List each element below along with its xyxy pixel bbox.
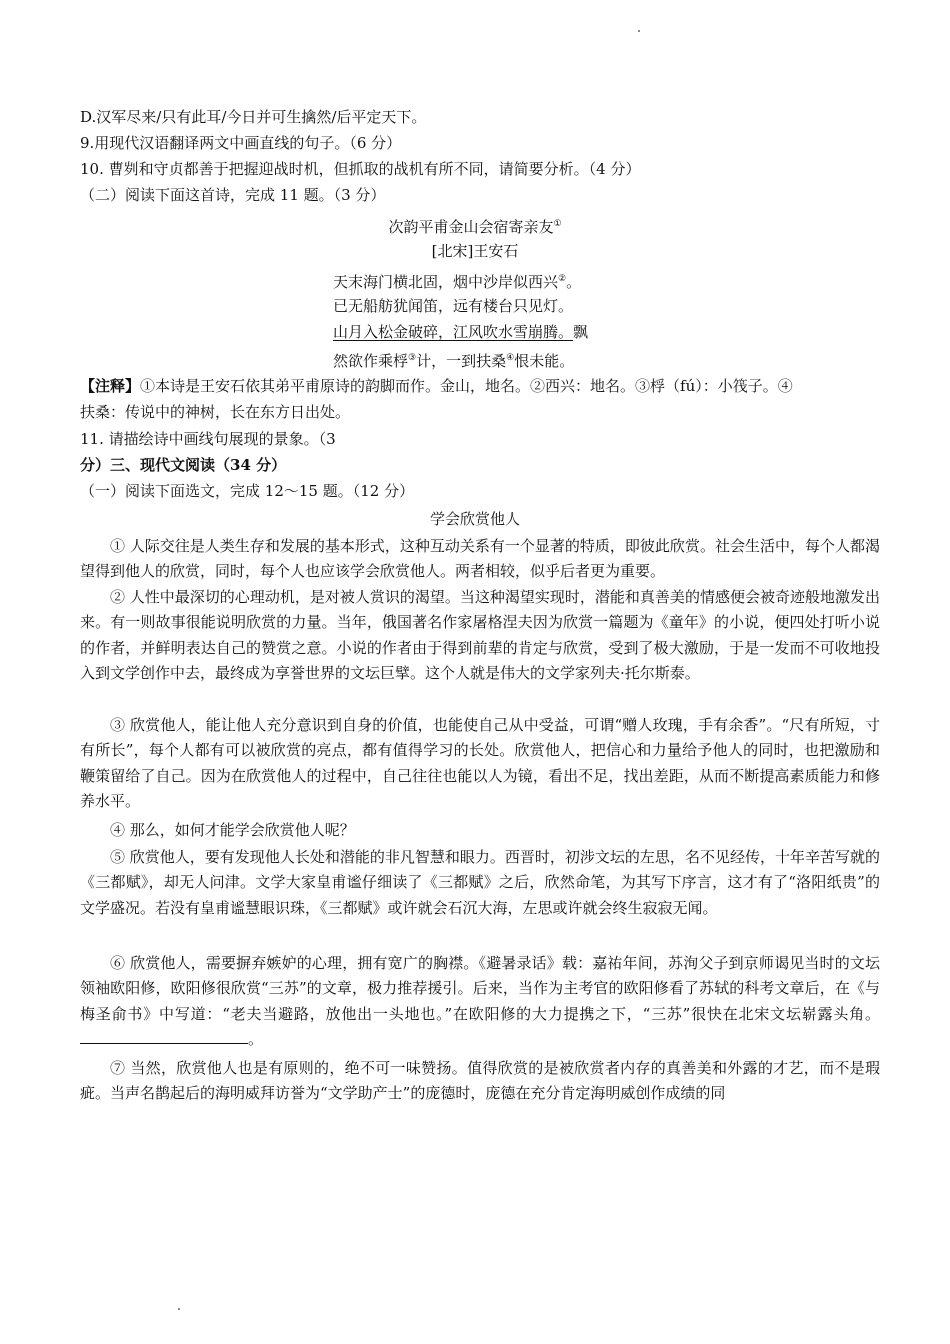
notes-label: 【注释】	[80, 377, 141, 395]
poem-line-4: 然欲作乘桴③计，一到扶桑④恨未能。	[333, 352, 575, 370]
essay-paragraph-7: ⑦ 当然，欣赏他人也是有原则的，绝不可一味赞扬。值得欣赏的是被欣赏者内存的真善美和外露的才艺，而不是瑕疵。当声名鹊起后的海明威拜访誉为“文学助产士”的庞德时，庞德在充分肯定海明威创作成绩的同	[80, 1059, 880, 1103]
footnote-marker: ①	[553, 219, 562, 229]
footnote-marker: ④	[506, 353, 515, 363]
scan-speck	[638, 30, 640, 32]
section-3-heading: 分）三、现代文阅读（34 分）	[80, 456, 287, 474]
underlined-verse: 山月入松金破碎，江风吹水雪崩腾。	[333, 323, 574, 341]
poem-line-2: 已无船舫犹闻笛，远有楼台只见灯。	[333, 297, 574, 315]
poem-author: [北宋]王安石	[431, 242, 519, 260]
essay-paragraph-6: ⑥ 欣赏他人，需要摒弃嫉妒的心理，拥有宽广的胸襟。《避暑录话》载：嘉祐年间，苏洵父子到京师谒见当时的文坛领袖欧阳修，欧阳修很欣赏“三苏”的文章，极力推荐援引。后来，当作为主考官的欧阳修看了苏轼的科考文章后，在《与梅圣俞书》中写道：“老夫当避路，放他出一头地也。”在欧阳修的大力提携之下，“三苏”很快在北宋文坛崭露头角。。	[80, 954, 880, 1049]
poem-notes-line-1: 【注释】①本诗是王安石依其弟平甫原诗的韵脚而作。金山，地名。②西兴：地名。③桴（fú）：小筏子。④	[80, 377, 793, 395]
footnote-marker: ②	[558, 274, 567, 284]
poem-section-intro: （二）阅读下面这首诗，完成 11 题。（3 分）	[80, 186, 386, 204]
answer-blank[interactable]	[80, 1029, 248, 1044]
poem-line-3: 山月入松金破碎，江风吹水雪崩腾。飘	[333, 323, 589, 341]
essay-title: 学会欣赏他人	[429, 510, 520, 528]
scan-speck	[178, 1308, 180, 1310]
essay-paragraph-2: ② 人性中最深切的心理动机，是对被人赏识的渴望。当这种渴望实现时，潜能和真善美的情感便会被奇迹般地激发出来。有一则故事很能说明欣赏的力量。当年，俄国著名作家屠格涅夫因为欣赏一篇题为《童年》的小说，便四处打听小说的作者，并鲜明表达自己的赞赏之意。小说的作者由于得到前辈的肯定与欣赏，受到了极大激励，于是一发而不可收地投入到文学创作中去，最终成为享誉世界的文坛巨擘。这个人就是伟大的文学家列夫·托尔斯泰。	[80, 588, 880, 683]
question-10: 10. 曹刿和守贞都善于把握迎战时机，但抓取的战机有所不同，请简要分析。（4 分）	[80, 160, 641, 178]
essay-section-intro: （一）阅读下面选文，完成 12～15 题。（12 分）	[80, 482, 415, 500]
poem-title: 次韵平甫金山会宿寄亲友①	[388, 218, 562, 236]
essay-paragraph-5: ⑤ 欣赏他人，要有发现他人长处和潜能的非凡智慧和眼力。西晋时，初涉文坛的左思，名不见经传，十年辛苦写就的《三都赋》，却无人问津。文学大家皇甫谧仔细读了《三都赋》之后，欣然命笔，为其写下序言，这才有了“洛阳纸贵”的文学盛况。若没有皇甫谧慧眼识珠，《三都赋》或许就会石沉大海，左思或许就会终生寂寂无闻。	[80, 848, 880, 917]
footnote-marker: ③	[408, 353, 417, 363]
essay-paragraph-1: ① 人际交往是人类生存和发展的基本形式，这种互动关系有一个显著的特质，即彼此欣赏。社会生活中，每个人都渴望得到他人的欣赏，同时，每个人也应该学会欣赏他人。两者相较，似乎后者更为重要。	[80, 537, 880, 581]
poem-line-1: 天末海门横北固，烟中沙岸似西兴②。	[333, 273, 582, 291]
poem-notes-line-2: 扶桑：传说中的神树，长在东方日出处。	[80, 403, 351, 421]
option-d: D.汉军尽来/只有此耳/今日并可生擒然/后平定天下。	[80, 108, 427, 126]
essay-paragraph-4: ④ 那么，如何才能学会欣赏他人呢？	[110, 821, 355, 839]
question-11: 11. 请描绘诗中画线句展现的景象。（3	[80, 430, 336, 448]
essay-paragraph-3: ③ 欣赏他人，能让他人充分意识到自身的价值，也能使自己从中受益，可谓“赠人玫瑰，手有余香”。“尺有所短，寸有所长”，每个人都有可以被欣赏的亮点，都有值得学习的长处。欣赏他人，把信心和力量给予他人的同时，也把激励和鞭策留给了自己。因为在欣赏他人的过程中，自己往往也能以人为镜，看出不足，找出差距，从而不断提高素质能力和修养水平。	[80, 716, 880, 811]
question-9: 9.用现代汉语翻译两文中画直线的句子。（6 分）	[80, 134, 402, 152]
